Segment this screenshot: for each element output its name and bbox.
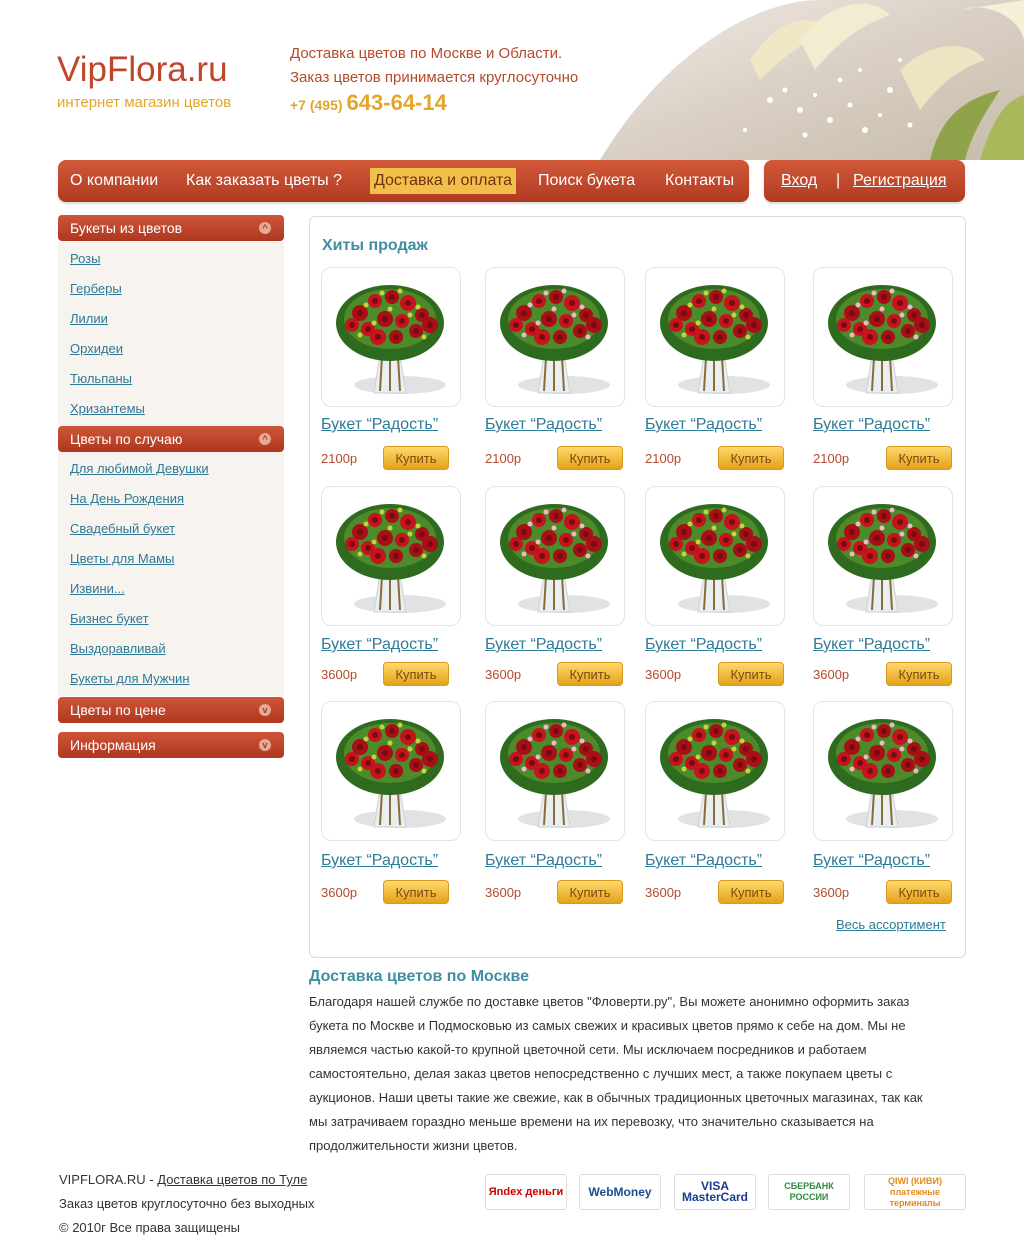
- register-link[interactable]: Регистрация: [853, 172, 947, 189]
- visa-mastercard-icon[interactable]: [674, 1174, 756, 1210]
- product-price: 3600р: [485, 885, 522, 900]
- buy-button[interactable]: Купить: [718, 880, 784, 904]
- sidebar-item-mom[interactable]: Цветы для Мамы: [70, 551, 175, 566]
- nav-delivery-payment[interactable]: Доставка и оплата: [370, 168, 516, 194]
- sidebar-section-title: Букеты из цветов: [70, 220, 183, 236]
- footer-hours: Заказ цветов круглосуточно без выходных: [59, 1196, 315, 1211]
- sidebar-item-roses[interactable]: Розы: [70, 251, 101, 266]
- product-name-link[interactable]: Букет “Радость”: [645, 636, 763, 653]
- product-image[interactable]: [321, 701, 461, 841]
- product-image[interactable]: [813, 701, 953, 841]
- phone-digits: 643-64-14: [346, 90, 447, 115]
- product-image[interactable]: [321, 486, 461, 626]
- site-tagline: интернет магазин цветов: [57, 94, 232, 111]
- buy-button[interactable]: Купить: [557, 446, 623, 470]
- sidebar-item-get-well[interactable]: Выздоравливай: [70, 641, 166, 656]
- about-title: Доставка цветов по Москве: [309, 968, 530, 985]
- payment-label: QIWI (КИВИ) платежные терминалы: [888, 1175, 942, 1208]
- buy-button[interactable]: Купить: [718, 446, 784, 470]
- product-image[interactable]: [485, 267, 625, 407]
- about-line: аукционов. Наши цветы такие же свежие, как в обычных традиционных цветочных магазинах, так как: [309, 1090, 923, 1105]
- product-price: 3600р: [813, 885, 850, 900]
- product-name-link[interactable]: Букет “Радость”: [645, 852, 763, 869]
- chevron-down-icon[interactable]: v: [259, 739, 271, 751]
- footer-brand: VIPFLORA.RU -: [59, 1172, 154, 1187]
- product-name-link[interactable]: Букет “Радость”: [813, 416, 931, 433]
- buy-button[interactable]: Купить: [718, 662, 784, 686]
- product-name-link[interactable]: Букет “Радость”: [321, 852, 439, 869]
- product-price: 3600р: [645, 667, 682, 682]
- all-products-link[interactable]: Весь ассортимент: [836, 917, 946, 932]
- about-line: продолжительности жизни цветов.: [309, 1138, 518, 1153]
- product-price: 2100р: [321, 451, 358, 466]
- footer-brand-line: [59, 1172, 307, 1187]
- login-link[interactable]: Вход: [781, 172, 818, 189]
- auth-separator: |: [836, 172, 841, 189]
- buy-button[interactable]: Купить: [886, 446, 952, 470]
- product-name-link[interactable]: Букет “Радость”: [485, 852, 603, 869]
- sidebar-section-price[interactable]: [58, 697, 284, 723]
- sidebar-section-bouquets[interactable]: [58, 215, 284, 241]
- payment-label: СБЕРБАНК РОССИИ: [784, 1181, 834, 1202]
- product-name-link[interactable]: Букет “Радость”: [321, 416, 439, 433]
- product-price: 2100р: [485, 451, 522, 466]
- product-image[interactable]: [485, 701, 625, 841]
- sidebar-section-title: Цветы по случаю: [70, 431, 183, 447]
- buy-button[interactable]: Купить: [886, 880, 952, 904]
- buy-button[interactable]: Купить: [557, 662, 623, 686]
- auth-bar: [764, 160, 965, 202]
- sidebar-item-tulips[interactable]: Тюльпаны: [70, 371, 132, 386]
- product-image[interactable]: [485, 486, 625, 626]
- order-info: Заказ цветов принимается круглосуточно: [290, 69, 579, 86]
- sidebar-item-lilies[interactable]: Лилии: [70, 311, 108, 326]
- product-image[interactable]: [813, 267, 953, 407]
- chevron-up-icon[interactable]: ^: [259, 222, 271, 234]
- about-text: [309, 990, 959, 1158]
- product-image[interactable]: [645, 486, 785, 626]
- sidebar-item-birthday[interactable]: На День Рождения: [70, 491, 185, 506]
- product-image[interactable]: [813, 486, 953, 626]
- product-image[interactable]: [645, 267, 785, 407]
- sidebar-item-business[interactable]: Бизнес букет: [70, 611, 149, 626]
- product-price: 3600р: [485, 667, 522, 682]
- main-nav: [58, 160, 749, 202]
- bestsellers-title: Хиты продаж: [322, 237, 428, 254]
- sberbank-icon[interactable]: [768, 1174, 850, 1210]
- payment-label: Яndex деньги: [488, 1185, 564, 1198]
- phone-code: +7 (495): [290, 97, 343, 113]
- sidebar-item-girlfriend[interactable]: Для любимой Девушки: [70, 461, 209, 476]
- sidebar-item-chrysanthemums[interactable]: Хризантемы: [70, 401, 145, 416]
- yandex-money-icon[interactable]: [485, 1174, 567, 1210]
- product-name-link[interactable]: Букет “Радость”: [485, 416, 603, 433]
- product-name-link[interactable]: Букет “Радость”: [813, 636, 931, 653]
- product-price: 2100р: [645, 451, 682, 466]
- sidebar-item-orchids[interactable]: Орхидеи: [70, 341, 124, 356]
- sidebar-item-wedding[interactable]: Свадебный букет: [70, 521, 176, 536]
- site-logo[interactable]: VipFlora.ru: [57, 50, 228, 89]
- nav-search-bouquet[interactable]: Поиск букета: [538, 172, 636, 189]
- footer-tula-link[interactable]: Доставка цветов по Туле: [157, 1172, 308, 1187]
- nav-how-to-order[interactable]: Как заказать цветы ?: [186, 172, 342, 189]
- webmoney-icon[interactable]: [579, 1174, 661, 1210]
- buy-button[interactable]: Купить: [383, 662, 449, 686]
- sidebar-section-info[interactable]: [58, 732, 284, 758]
- product-price: 3600р: [813, 667, 850, 682]
- phone-number: [290, 90, 447, 116]
- header-info: [290, 42, 578, 90]
- product-image[interactable]: [321, 267, 461, 407]
- sidebar-list-bouquets: [58, 241, 284, 426]
- sidebar-item-gerberas[interactable]: Герберы: [70, 281, 122, 296]
- sidebar-section-title: Информация: [70, 737, 156, 753]
- about-line: являемся частью какой-то крупной цветочной сети. Мы исключаем посредников и работаем: [309, 1042, 867, 1057]
- sidebar-list-occasion: [58, 452, 284, 696]
- buy-button[interactable]: Купить: [383, 446, 449, 470]
- nav-contacts[interactable]: Контакты: [665, 172, 735, 189]
- about-line: мы затрачиваем гораздно меньше времени на их перевозку, что значительно сказывается на: [309, 1114, 874, 1129]
- footer-copyright: © 2010г Все права защищены: [59, 1220, 241, 1235]
- product-name-link[interactable]: Букет “Радость”: [321, 636, 439, 653]
- buy-button[interactable]: Купить: [886, 662, 952, 686]
- buy-button[interactable]: Купить: [557, 880, 623, 904]
- product-image[interactable]: [645, 701, 785, 841]
- sidebar-item-men[interactable]: Букеты для Мужчин: [70, 671, 190, 686]
- nav-about[interactable]: О компании: [70, 172, 159, 189]
- payment-label: VISA MasterCard: [681, 1179, 749, 1204]
- chevron-down-icon[interactable]: v: [259, 704, 271, 716]
- product-price: 3600р: [321, 667, 358, 682]
- qiwi-icon[interactable]: [864, 1174, 966, 1210]
- delivery-info: Доставка цветов по Москве и Области.: [290, 45, 563, 62]
- chevron-up-icon[interactable]: ^: [259, 433, 271, 445]
- buy-button[interactable]: Купить: [383, 880, 449, 904]
- about-line: букета по Москве и Подмосковью из самых свежих и красивых цветов прямо к себе на дом. Мы не: [309, 1018, 906, 1033]
- product-name-link[interactable]: Букет “Радость”: [645, 416, 763, 433]
- product-price: 3600р: [645, 885, 682, 900]
- payment-label: WebMoney: [588, 1184, 652, 1199]
- sidebar-item-sorry[interactable]: Извини...: [70, 581, 125, 596]
- product-name-link[interactable]: Букет “Радость”: [485, 636, 603, 653]
- sidebar-section-occasion[interactable]: [58, 426, 284, 452]
- about-line: Благодаря нашей службе по доставке цветов "Фловерти.ру", Вы можете анонимно оформить заказ: [309, 994, 910, 1009]
- product-name-link[interactable]: Букет “Радость”: [813, 852, 931, 869]
- header-flower-photo: [600, 0, 1024, 160]
- about-line: самостоятельно, делая заказ цветов непосредственно с лучших мест, а также покупаем цветы с: [309, 1066, 893, 1081]
- product-price: 2100р: [813, 451, 850, 466]
- sidebar-section-title: Цветы по цене: [70, 702, 166, 718]
- product-price: 3600р: [321, 885, 358, 900]
